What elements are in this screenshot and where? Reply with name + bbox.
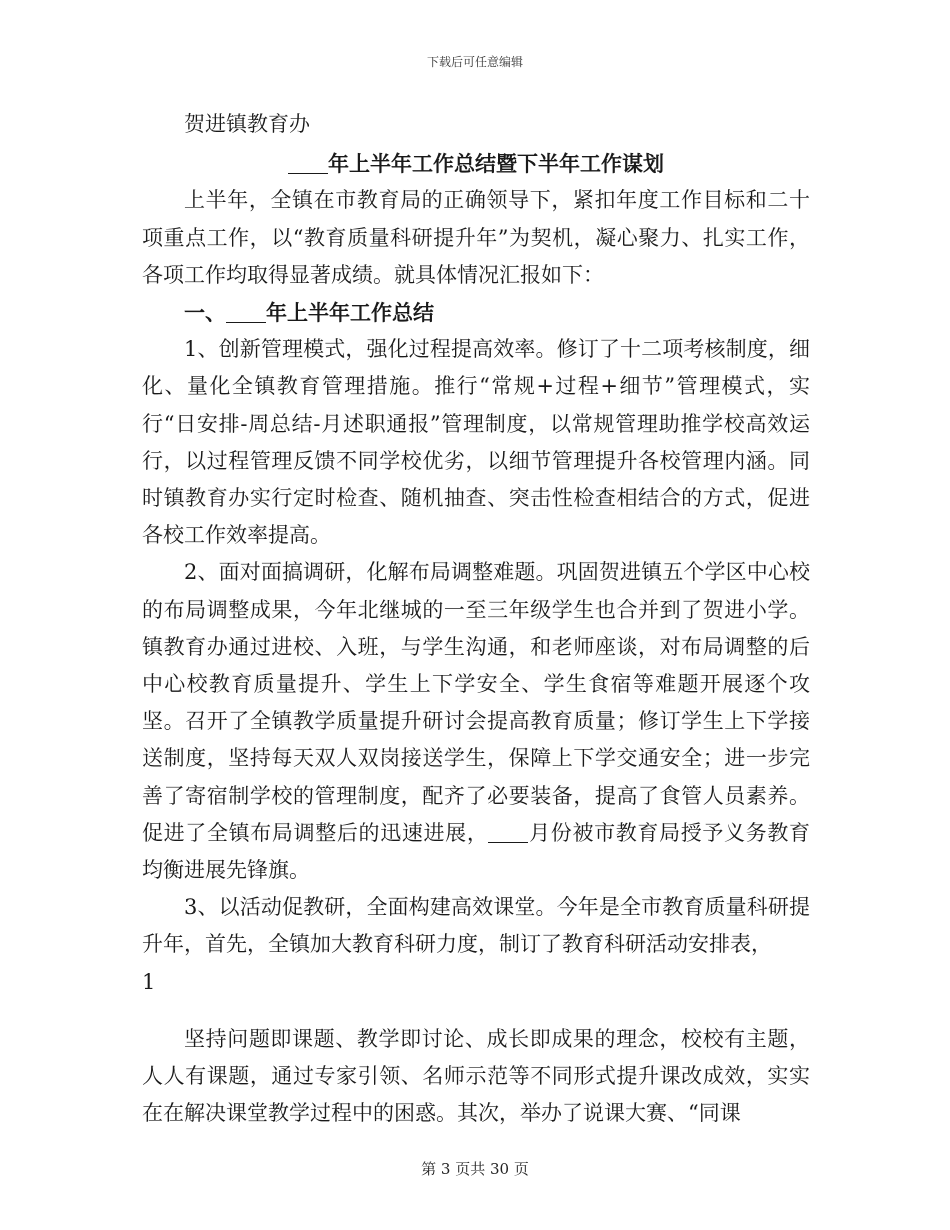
paragraph-2 bbox=[142, 554, 810, 889]
paragraph-1: 1、创新管理模式，强化过程提高效率。修订了十二项考核制度，细化、量化全镇教育管理措施。推行“常规+过程+细节”管理模式，实行“日安排-周总结-月述职通报”管理制度，以常规管理助推学校高效运行，以过程管理反馈不同学校优劣，以细节管理提升各校管理内涵。同时镇教育办实行定时检查、随机抽查、突击性检查相结合的方式，促进各校工作效率提高。 bbox=[142, 337, 810, 548]
section-heading-text: 年上半年工作总结 bbox=[266, 300, 434, 326]
section-heading-1 bbox=[142, 294, 810, 331]
header-note: 下载后可任意编辑 bbox=[426, 55, 523, 69]
paragraph-4: 坚持问题即课题、教学即讨论、成长即成果的理念，校校有主题，人人有课题，通过专家引领、名师示范等不同形式提升课改成效，实实在在解决课堂教学过程中的困惑。其次，举办了说课大赛、“同课 bbox=[142, 1026, 810, 1126]
document-title bbox=[142, 145, 810, 182]
paragraph-2-blank bbox=[488, 821, 528, 843]
title-blank bbox=[288, 152, 328, 174]
inline-page-marker: 1 bbox=[142, 969, 156, 994]
intro-paragraph: 上半年，全镇在市教育局的正确领导下，紧扣年度工作目标和二十项重点工作，以“教育质量科研提升年”为契机，凝心聚力、扎实工作，各项工作均取得显著成绩。就具体情况汇报如下： bbox=[142, 188, 810, 287]
paragraph-gap bbox=[142, 1001, 810, 1021]
section-heading-prefix: 一、 bbox=[184, 300, 226, 326]
title-text: 年上半年工作总结暨下半年工作谋划 bbox=[328, 151, 664, 177]
document-body bbox=[142, 106, 810, 1132]
paragraph-2-text-a: 2、面对面搞调研，化解布局调整难题。巩固贺进镇五个学区中心校的布局调整成果，今年北继城的一至三年级学生也合并到了贺进小学。镇教育办通过进校、入班，与学生沟通，和老师座谈，对布局调整的后中心校教育质量提升、学生上下学安全、学生食宿等难题开展逐个攻坚。召开了全镇教学质量提升研讨会提高教育质量；修订学生上下学接送制度，坚持每天双人双岗接送学生，保障上下学交通安全；进一步完善了寄宿制学校的管理制度，配齐了必要装备，提高了食管人员素养。促进了全镇布局调整后的迅速进展， bbox=[142, 560, 810, 845]
page-footer: 第 3 页共 30 页 bbox=[421, 1160, 529, 1178]
paragraph-2-text-b: 月份被市教育局授予义务教育均衡进展先锋旗。 bbox=[142, 820, 811, 883]
paragraph-3: 3、以活动促教研，全面构建高效课堂。今年是全市教育质量科研提升年，首先，全镇加大教育科研力度，制订了教育科研活动安排表， bbox=[142, 895, 810, 957]
organization-name: 贺进镇教育办 bbox=[184, 112, 310, 136]
section-heading-blank bbox=[226, 301, 266, 323]
